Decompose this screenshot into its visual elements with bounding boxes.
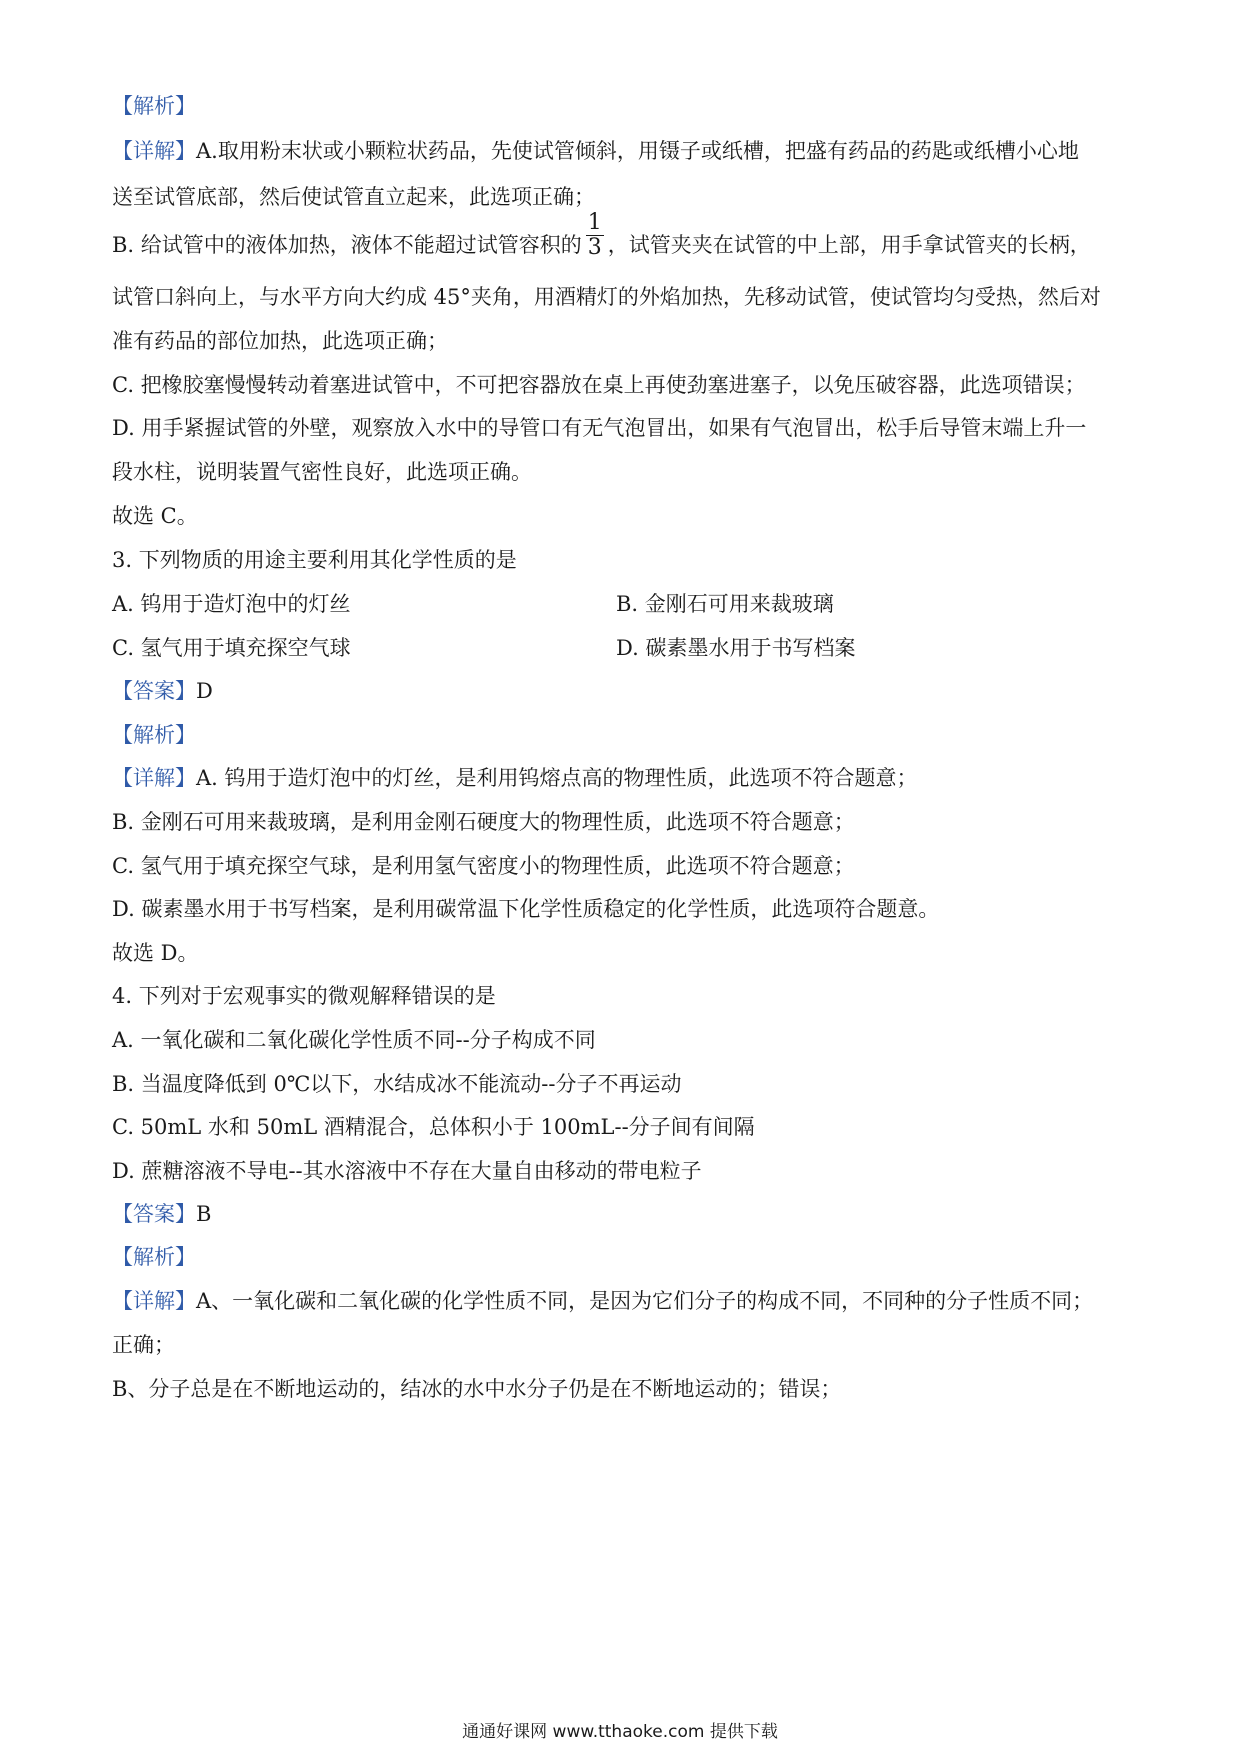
q3-option-d: D. 碳素墨水用于书写档案 <box>616 636 856 660</box>
q4-detail-a-text: A、一氧化碳和二氧化碳的化学性质不同，是因为它们分子的构成不同，不同种的分子性质不同； <box>196 1289 1094 1313</box>
q4-detail-a-continued: 正确； <box>112 1333 175 1357</box>
answer-value: B <box>196 1202 212 1226</box>
answer-tag: 【答案】 <box>112 1202 196 1226</box>
conclusion: 故选 C。 <box>112 504 198 528</box>
fraction-one-third <box>586 211 604 260</box>
q4-answer <box>112 1199 211 1229</box>
detail-b-line3: 准有药品的部位加热，此选项正确； <box>112 329 448 353</box>
answer-tag: 【答案】 <box>112 679 196 703</box>
fraction-numerator: 1 <box>587 210 602 235</box>
q4-option-c: C. 50mL 水和 50mL 酒精混合，总体积小于 100mL--分子间有间隔 <box>112 1115 755 1139</box>
question-3-stem: 3. 下列物质的用途主要利用其化学性质的是 <box>112 548 517 572</box>
q4-analysis-heading <box>112 1242 196 1272</box>
question-4-stem: 4. 下列对于宏观事实的微观解释错误的是 <box>112 984 496 1008</box>
q3-option-c: C. 氢气用于填充探空气球 <box>112 636 351 660</box>
q3-detail-a-text: A. 钨用于造灯泡中的灯丝，是利用钨熔点高的物理性质，此选项不符合题意； <box>196 766 918 790</box>
detail-b-line <box>112 210 1091 260</box>
q3-detail-a <box>112 763 918 793</box>
analysis-heading <box>112 91 196 121</box>
detail-c-line: C. 把橡胶塞慢慢转动着塞进试管中，不可把容器放在桌上再使劲塞进塞子，以免压破容器，此选项错误； <box>112 373 1086 397</box>
detail-a-text: A.取用粉末状或小颗粒状药品，先使试管倾斜，用镊子或纸槽，把盛有药品的药匙或纸槽小心地 <box>196 139 1079 163</box>
answer-value: D <box>196 679 213 703</box>
q3-detail-c: C. 氢气用于填充探空气球，是利用氢气密度小的物理性质，此选项不符合题意； <box>112 854 855 878</box>
detail-d-line2: 段水柱，说明装置气密性良好，此选项正确。 <box>112 460 532 484</box>
detail-tag: 【详解】 <box>112 139 196 163</box>
detail-line <box>112 136 1079 166</box>
q4-detail-a <box>112 1286 1093 1316</box>
q3-conclusion: 故选 D。 <box>112 941 199 965</box>
analysis-tag: 【解析】 <box>112 94 196 118</box>
fraction-denominator: 3 <box>587 235 602 260</box>
q3-detail-b: B. 金刚石可用来裁玻璃，是利用金刚石硬度大的物理性质，此选项不符合题意； <box>112 810 855 834</box>
detail-tag: 【详解】 <box>112 766 196 790</box>
detail-d-line1: D. 用手紧握试管的外壁，观察放入水中的导管口有无气泡冒出，如果有气泡冒出，松手后导管末端上升一 <box>112 416 1087 440</box>
q4-option-b: B. 当温度降低到 0℃以下，水结成冰不能流动--分子不再运动 <box>112 1072 682 1096</box>
detail-b-pre: B. 给试管中的液体加热，液体不能超过试管容积的 <box>112 233 582 257</box>
analysis-tag: 【解析】 <box>112 1245 196 1269</box>
q4-option-d: D. 蔗糖溶液不导电--其水溶液中不存在大量自由移动的带电粒子 <box>112 1159 702 1183</box>
detail-b-post: ，试管夹夹在试管的中上部，用手拿试管夹的长柄， <box>607 233 1091 257</box>
q3-detail-d: D. 碳素墨水用于书写档案，是利用碳常温下化学性质稳定的化学性质，此选项符合题意。 <box>112 897 940 921</box>
detail-b-line2: 试管口斜向上，与水平方向大约成 45°夹角，用酒精灯的外焰加热，先移动试管，使试管均匀受热，然后对 <box>112 285 1101 309</box>
detail-tag: 【详解】 <box>112 1289 196 1313</box>
q4-option-a: A. 一氧化碳和二氧化碳化学性质不同--分子构成不同 <box>112 1028 596 1052</box>
page-footer: 通通好课网 www.tthaoke.com 提供下载 <box>462 1722 778 1742</box>
q4-detail-b: B、分子总是在不断地运动的，结冰的水中水分子仍是在不断地运动的；错误； <box>112 1377 842 1401</box>
analysis-tag: 【解析】 <box>112 723 196 747</box>
q3-option-b: B. 金刚石可用来裁玻璃 <box>616 592 834 616</box>
q3-answer <box>112 676 213 706</box>
q3-analysis-heading <box>112 720 196 750</box>
q3-option-a: A. 钨用于造灯泡中的灯丝 <box>112 592 351 616</box>
detail-a-continued: 送至试管底部，然后使试管直立起来，此选项正确； <box>112 185 595 209</box>
